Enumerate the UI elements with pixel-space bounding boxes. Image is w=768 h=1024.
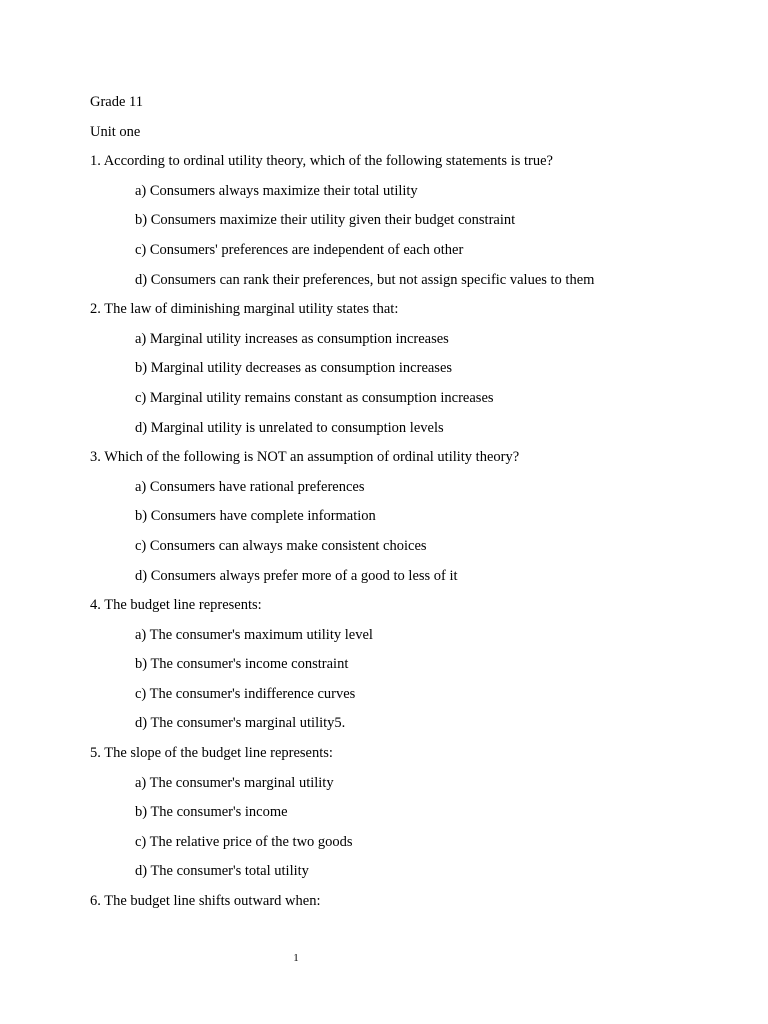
question-4-option-d: d) The consumer's marginal utility5. — [135, 715, 346, 732]
question-4: 4. The budget line represents: — [90, 597, 262, 614]
question-4-option-b: b) The consumer's income constraint — [135, 656, 349, 673]
question-3-option-a: a) Consumers have rational preferences — [135, 478, 365, 495]
question-5: 5. The slope of the budget line represents: — [90, 745, 333, 762]
question-4-option-c: c) The consumer's indifference curves — [135, 685, 356, 702]
grade-heading: Grade 11 — [90, 94, 144, 110]
question-4-option-a: a) The consumer's maximum utility level — [135, 626, 373, 643]
question-2-option-b: b) Marginal utility decreases as consumption increases — [135, 360, 453, 377]
question-2: 2. The law of diminishing marginal utility states that: — [90, 301, 399, 318]
question-1: 1. According to ordinal utility theory, which of the following statements is true? — [90, 153, 553, 170]
question-6: 6. The budget line shifts outward when: — [90, 893, 321, 910]
question-2-option-c: c) Marginal utility remains constant as consumption increases — [135, 389, 494, 406]
question-1-option-d: d) Consumers can rank their preferences, but not assign specific values to them — [135, 271, 595, 288]
question-3: 3. Which of the following is NOT an assumption of ordinal utility theory? — [90, 449, 520, 466]
question-5-option-d: d) The consumer's total utility — [135, 863, 309, 880]
document-body — [90, 92, 740, 921]
question-1-option-a: a) Consumers always maximize their total utility — [135, 182, 418, 199]
unit-heading: Unit one — [90, 123, 141, 140]
question-5-option-b: b) The consumer's income — [135, 804, 288, 821]
question-2-option-a: a) Marginal utility increases as consumption increases — [135, 330, 449, 347]
question-1-option-c: c) Consumers' preferences are independent of each other — [135, 241, 464, 258]
question-3-option-b: b) Consumers have complete information — [135, 508, 376, 525]
question-1-option-b: b) Consumers maximize their utility given their budget constraint — [135, 212, 516, 229]
question-3-option-d: d) Consumers always prefer more of a good to less of it — [135, 567, 458, 584]
page-number: 1 — [293, 952, 299, 964]
question-5-option-a: a) The consumer's marginal utility — [135, 774, 334, 791]
question-3-option-c: c) Consumers can always make consistent choices — [135, 537, 427, 554]
question-2-option-d: d) Marginal utility is unrelated to consumption levels — [135, 419, 444, 436]
question-5-option-c: c) The relative price of the two goods — [135, 833, 353, 850]
